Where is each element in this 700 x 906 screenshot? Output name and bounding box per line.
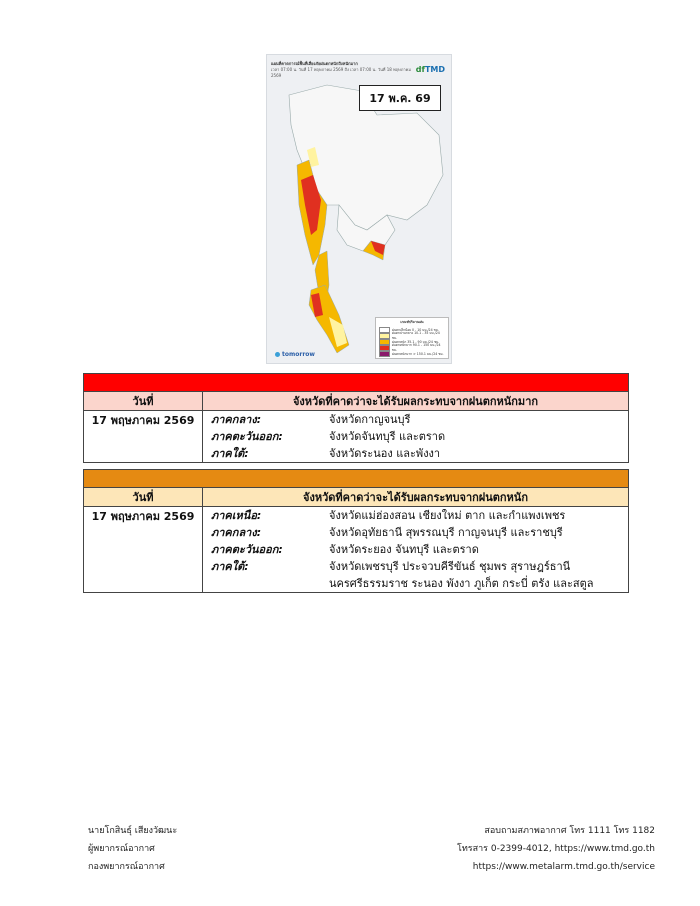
header-date: วันที่ bbox=[84, 488, 203, 507]
legend-item: ฝนตกหนัก 35.1 - 90 มม./24 ชม. bbox=[379, 339, 445, 345]
very-heavy-color-bar bbox=[84, 374, 629, 392]
region-label: ภาคตะวันออก: bbox=[211, 543, 283, 556]
heavy-rain-table bbox=[83, 469, 629, 593]
map-header-subtitle: เวลา 07:00 น. วันที่ 17 พฤษภาคม 2569 ถึง เวลา 07:00 น. วันที่ 18 พฤษภาคม 2569 bbox=[271, 67, 411, 78]
region-row bbox=[209, 428, 622, 445]
table-row bbox=[84, 507, 629, 593]
header-provinces: จังหวัดที่คาดว่าจะได้รับผลกระทบจากฝนตกหนัก bbox=[203, 488, 629, 507]
province-list: จังหวัดระนอง และพังงา bbox=[329, 447, 441, 460]
forecast-date: 17 พฤษภาคม 2569 bbox=[84, 507, 203, 593]
very-heavy-rain-table bbox=[83, 373, 629, 463]
tomorrow-logo-icon bbox=[275, 352, 280, 357]
tmd-logo: TMD bbox=[424, 65, 445, 74]
contact-fax-web: โทรสาร 0-2399-4012, https://www.tmd.go.th bbox=[457, 844, 655, 854]
contact-service-link[interactable]: https://www.metalarm.tmd.go.th/service bbox=[472, 862, 655, 872]
forecast-date: 17 พฤษภาคม 2569 bbox=[84, 411, 203, 463]
header-date: วันที่ bbox=[84, 392, 203, 411]
region-row bbox=[209, 445, 622, 462]
province-list: นครศรีธรรมราช ระนอง พังงา ภูเก็ต กระบี่ ตรัง และสตูล bbox=[329, 577, 594, 590]
legend-item: ฝนตกเล็กน้อย 0 - 10 มม./24 ชม. bbox=[379, 327, 445, 333]
map-legend bbox=[375, 317, 449, 359]
header-provinces: จังหวัดที่คาดว่าจะได้รับผลกระทบจากฝนตกหนักมาก bbox=[203, 392, 629, 411]
province-list: จังหวัดแม่ฮ่องสอน เชียงใหม่ ตาก และกำแพงเพชร bbox=[329, 509, 566, 522]
region-row bbox=[209, 541, 622, 558]
map-date-label: 17 พ.ค. 69 bbox=[359, 85, 441, 111]
region-label: ภาคตะวันออก: bbox=[211, 430, 283, 443]
contact-phone: สอบถามสภาพอากาศ โทร 1111 โทร 1182 bbox=[484, 826, 655, 836]
forecaster-division: กองพยากรณ์อากาศ bbox=[88, 862, 165, 872]
region-label: ภาคกลาง: bbox=[211, 413, 262, 426]
heavy-color-bar bbox=[84, 470, 629, 488]
region-row bbox=[209, 524, 622, 541]
df-logo: df bbox=[415, 65, 425, 74]
province-list: จังหวัดระยอง จันทบุรี และตราด bbox=[329, 543, 479, 556]
rain-forecast-map bbox=[266, 54, 452, 364]
tomorrow-logo: tomorrow bbox=[275, 351, 315, 358]
legend-item: ฝนตกหนักมาก 90.1 - 150 มม./24 ชม. bbox=[379, 345, 445, 351]
region-label: ภาคใต้: bbox=[211, 447, 249, 460]
region-row bbox=[209, 507, 622, 524]
legend-item: ฝนตกหนักมาก > 150.1 มม./24 ชม. bbox=[379, 351, 445, 357]
legend-title: เกณฑ์ปริมาณฝน bbox=[400, 320, 424, 324]
province-list: จังหวัดจันทบุรี และตราด bbox=[329, 430, 446, 443]
province-list: จังหวัดเพชรบุรี ประจวบคีรีขันธ์ ชุมพร สุราษฎร์ธานี bbox=[329, 560, 571, 573]
table-row bbox=[84, 411, 629, 463]
map-header-title: แผนที่คาดการณ์พื้นที่เสี่ยงภัยฝนตกหนักถึงหนักมาก bbox=[271, 61, 358, 66]
contact-info bbox=[457, 822, 655, 876]
legend-item: ฝนตกปานกลาง 10.1 - 35 มม./24 ชม. bbox=[379, 333, 445, 339]
province-list: จังหวัดอุทัยธานี สุพรรณบุรี กาญจนบุรี และราชบุรี bbox=[329, 526, 563, 539]
region-row bbox=[209, 558, 622, 592]
region-label: ภาคใต้: bbox=[211, 560, 249, 573]
forecaster-signature bbox=[88, 822, 177, 876]
forecaster-name: นายโกสินธุ์ เสียงวัฒนะ bbox=[88, 826, 178, 836]
forecaster-title: ผู้พยากรณ์อากาศ bbox=[88, 844, 155, 854]
region-label: ภาคเหนือ: bbox=[211, 509, 262, 522]
region-label: ภาคกลาง: bbox=[211, 526, 262, 539]
province-list: จังหวัดกาญจนบุรี bbox=[329, 413, 411, 426]
region-row bbox=[209, 411, 622, 428]
table-header bbox=[84, 392, 629, 411]
table-header bbox=[84, 488, 629, 507]
